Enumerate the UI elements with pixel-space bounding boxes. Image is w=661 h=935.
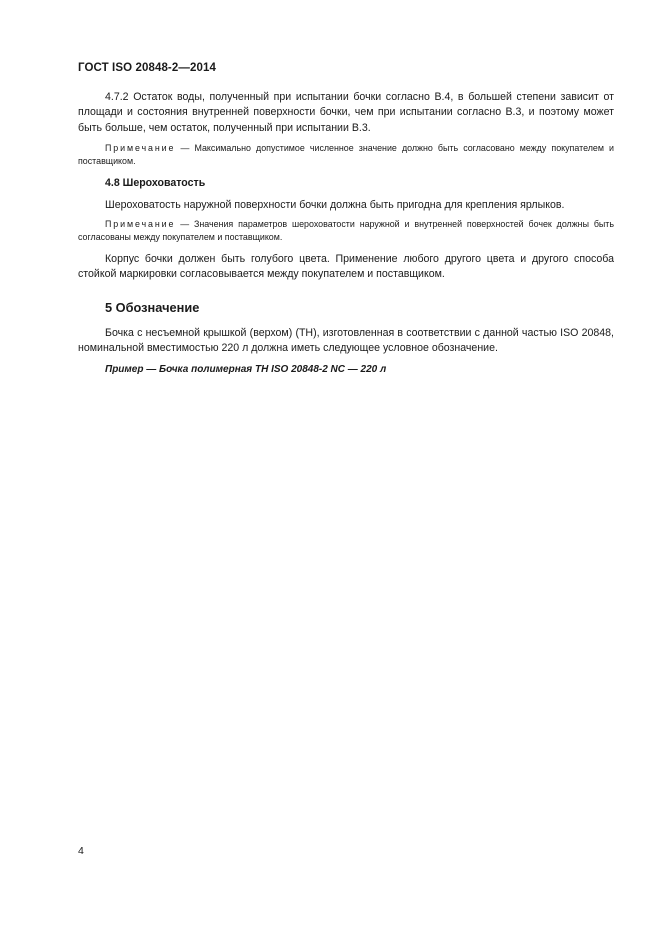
page-content — [78, 90, 614, 377]
designation-example: Пример — Бочка полимерная TH ISO 20848-2 NC — 220 л — [105, 364, 387, 376]
heading-4-8: 4.8 Шероховатость — [105, 176, 206, 189]
note-label: Примечание — [105, 219, 176, 230]
note-text: — Значения параметров шероховатости наружной и внутренней поверхностей бочек должны быть согласованы между покупателем и поставщиком. — [78, 219, 614, 243]
clause-4-7-2: 4.7.2 Остаток воды, полученный при испытании бочки согласно В.4, в большей степени зависит от площади и состояния внутренней поверхности бочки, чем при испытании согласно В.3, и поэтому может быть больше, чем остаток, полученный при испытании В.3. — [78, 91, 614, 134]
standard-header: ГОСТ ISO 20848-2—2014 — [78, 62, 216, 74]
note-label: Примечание — [105, 142, 176, 153]
note-4-8 — [78, 218, 614, 244]
clause-4-8: Шероховатость наружной поверхности бочки должна быть пригодна для крепления ярлыков. — [105, 198, 565, 211]
page-number: 4 — [78, 845, 84, 857]
clause-color: Корпус бочки должен быть голубого цвета. Применение любого другого цвета и другого способа стойкой маркировки согласовывается между покупателем и поставщиком. — [78, 253, 614, 281]
clause-5: Бочка с несъемной крышкой (верхом) (TH), изготовленная в соответствии с данной частью ISO 20848, номинальной вместимостью 220 л должна иметь следующее условное обозначение. — [78, 326, 614, 355]
note-text: — Максимально допустимое численное значение должно быть согласовано между покупателем и поставщиком. — [78, 142, 614, 166]
heading-section-5: 5 Обозначение — [105, 299, 200, 315]
note-4-7-2 — [78, 142, 614, 168]
